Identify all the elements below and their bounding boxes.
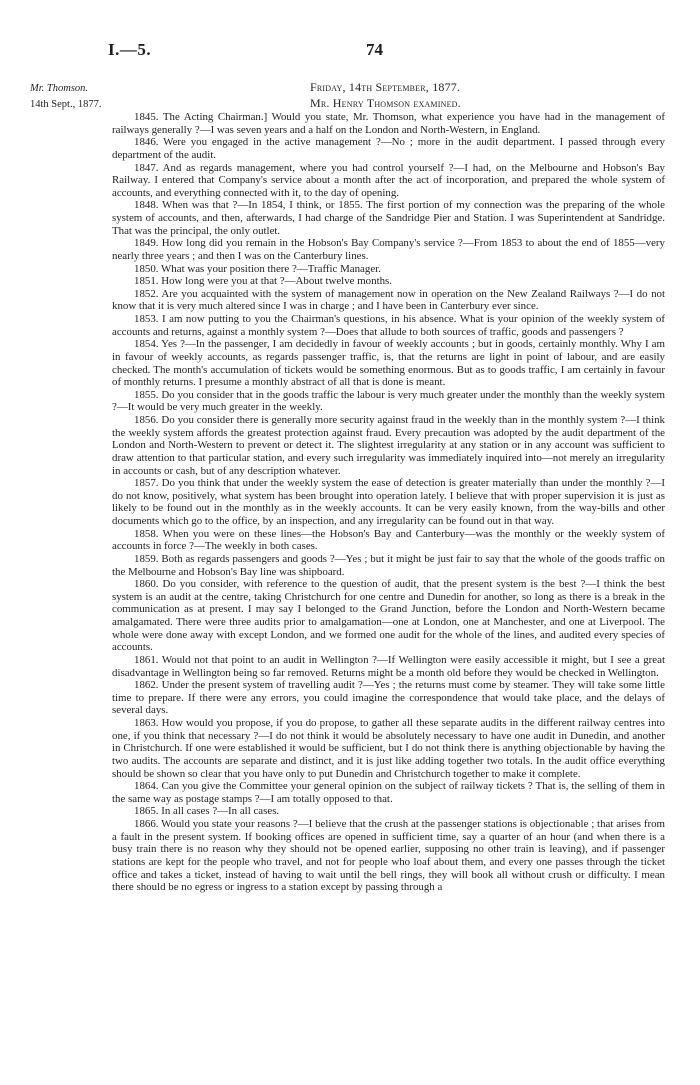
page-number: 74 [366, 40, 383, 59]
paragraph: 1860. Do you consider, with reference to the question of audit, that the present system is the best ?—I think the best system is an audit at the centre, taking Christchurch for one centre and Dunedin for another, so long as there is a break in the communication as at present. I may say I belonged to the Grand Junction, before the London and North-Western became amalgamated. There were three audits prior to amalgamation—one at London, one at Manchester, and one at Liverpool. The whole were done away with except London, and we formed one audit for the whole of the lines, and audited every species of accounts. [112, 578, 665, 654]
margin-date: 14th Sept., 1877. [30, 99, 102, 110]
testimony-body [112, 111, 665, 894]
witness-examined-heading: Mr. Henry Thomson examined. [310, 96, 461, 110]
paragraph: 1847. And as regards management, where you had control yourself ?—I had, on the Melbourne and Hobson's Bay Railway. I entered that Company's service about a month after the act of incorporation, and prepared the whole system of accounts, and everything connected with it, to the day of opening. [112, 161, 665, 199]
paragraph: 1856. Do you consider there is generally more security against fraud in the weekly than in the monthly system ?—I think the weekly system affords the greatest protection against fraud. Every precaution was adopted by the audit department of the London and North-Western to prevent or detect it. The slightest irregularity at any station or in any account was sufficient to draw attention to that particular station, and every such irregularity was immediately inquired into—not merely an irregularity in accounts or cash, but of any description whatever. [112, 414, 665, 477]
paragraph: 1859. Both as regards passengers and goods ?—Yes ; but it might be just fair to say that the whole of the goods traffic on the Melbourne and Hobson's Bay line was shipboard. [112, 552, 665, 578]
paragraph: 1861. Would not that point to an audit in Wellington ?—If Wellington were easily accessible it might, but I see a great disadvantage in Wellington being so far removed. Returns might be a month old before they would be checked in Wellington. [112, 653, 665, 679]
paragraph: 1865. In all cases ?—In all cases. [134, 805, 280, 818]
paragraph: 1858. When you were on these lines—the Hobson's Bay and Canterbury—was the monthly or the weekly system of accounts in force ?—The weekly in both cases. [112, 527, 665, 553]
document-reference: I.—5. [108, 40, 152, 59]
paragraph: 1854. Yes ?—In the passenger, I am decidedly in favour of weekly accounts ; but in goods, certainly monthly. Why I am in favour of weekly accounts, as regards passenger traffic, is, that the returns are light in point of labour, and are easily checked. The month's accumulation of tickets would be something enormous. But as to goods traffic, I am certainly in favour of monthly returns. I presume a monthly abstract of all that is done is meant. [112, 338, 665, 389]
paragraph: 1857. Do you think that under the weekly system the ease of detection is greater materially than under the monthly ?—I do not know, positively, what system has been brought into operation lately. I believe that with proper supervision it is just as likely to be found out in the monthly as in the weekly accounts. It can be very easily known, from the way-bills and other documents which go to the office, by an inspection, and any irregularity can be found out in that way. [112, 477, 665, 527]
paragraph: 1863. How would you propose, if you do propose, to gather all these separate audits in the different railway centres into one, if you think that necessary ?—I do not think it would be absolutely necessary to have one audit in Dunedin, and another in Christchurch. If one were established it would be sufficient, but I do not think there is anything objectionable by having the two audits. The accounts are separate and distinct, and it is just like adding together two totals. In the audit office everything should be shown so clear that you have only to put Dunedin and Christchurch together to make it complete. [112, 717, 665, 780]
margin-witness-name: Mr. Thomson. [30, 83, 89, 94]
paragraph: 1852. Are you acquainted with the system of management now in operation on the New Zealand Railways ?—I do not know that it is very much altered since I was in charge ; and I have been in Canterbury ever since. [112, 287, 665, 313]
session-date-heading: Friday, 14th September, 1877. [310, 80, 461, 94]
paragraph: 1855. Do you consider that in the goods traffic the labour is very much greater under the monthly than the weekly system ?—It would be very much greater in the weekly. [112, 388, 665, 414]
paragraph: 1848. When was that ?—In 1854, I think, or 1855. The first portion of my connection was the preparing of the whole system of accounts, and then, afterwards, I had charge of the Sandridge Pier and Station. I was Superintendent at Sandridge. That was the principal, the only outlet. [112, 199, 665, 237]
paragraph: 1850. What was your position there ?—Traffic Manager. [134, 262, 381, 275]
paragraph: 1864. Can you give the Committee your general opinion on the subject of railway tickets ? That is, the selling of them in the same way as postage stamps ?—I am totally opposed to that. [112, 780, 665, 805]
paragraph: 1851. How long were you at that ?—About twelve months. [134, 275, 393, 288]
paragraph: 1849. How long did you remain in the Hobson's Bay Company's service ?—From 1853 to about the end of 1855—very nearly three years ; and then I was on the Canterbury lines. [112, 237, 665, 262]
paragraph: 1853. I am now putting to you the Chairman's questions, in his absence. What is your opinion of the weekly system of accounts and returns, against a monthly system ?—Does that allude to both sources of traffic, goods and passengers ? [112, 313, 665, 338]
paragraph: 1845. The Acting Chairman.] Would you state, Mr. Thomson, what experience you have had in the management of railways generally ?—I was seven years and a half on the London and North-Western, in England. [112, 111, 665, 136]
paragraph: 1862. Under the present system of travelling audit ?—Yes ; the returns must come by steamer. They will take some little time to prepare. If there were any errors, you could imagine the correspondence that would take place, and the delays of several days. [112, 679, 665, 717]
paragraph: 1846. Were you engaged in the active management ?—No ; more in the audit department. I passed through every department of the audit. [112, 136, 665, 161]
paragraph: 1866. Would you state your reasons ?—I believe that the crush at the passenger stations is objectionable ; that arises from a fault in the present system. If booking offices are opened in sufficient time, say a quarter of an hour (and when there is a busy train there is no reason why they should not be opened earlier, supposing no other train is leaving), and if passenger stations are kept for the people who travel, and not for people who loaf about them, and every one passes through the ticket office and takes a ticket, instead of having to wait until the bell rings, they will book all without crush or difficulty. I mean there should be no egress or ingress to a station except by passing through a [112, 818, 665, 894]
page-header [108, 40, 628, 64]
